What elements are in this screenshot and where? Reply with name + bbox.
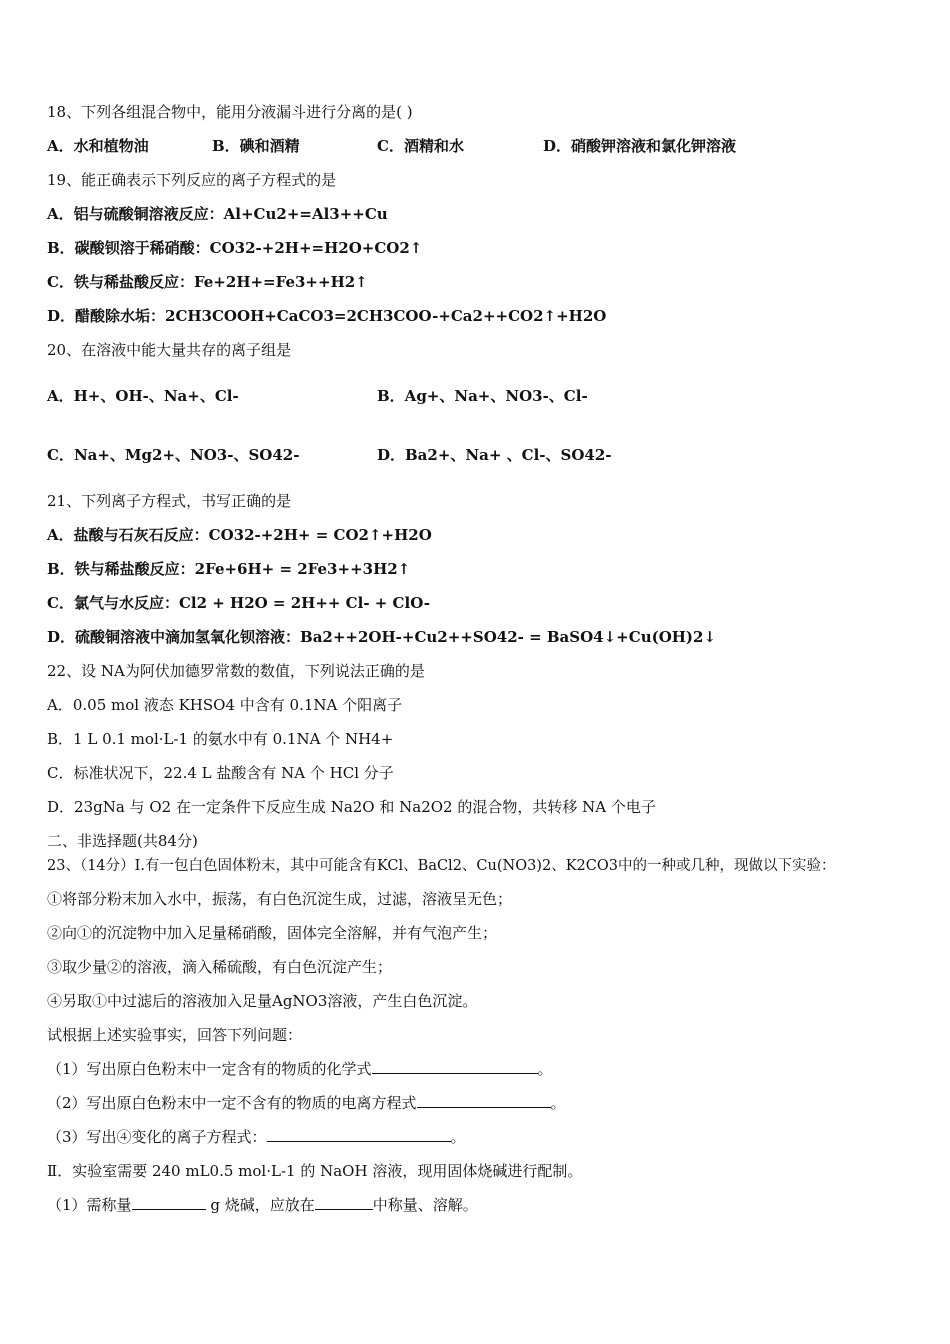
- q23-part-ii-1: [47, 1194, 930, 1216]
- q18-option-b: B．碘和酒精: [212, 137, 300, 155]
- q18-option-d: D．硝酸钾溶液和氯化钾溶液: [543, 137, 737, 155]
- q23-step-1-text: ①将部分粉末加入水中，振荡，有白色沉淀生成，过滤，溶液呈无色；: [47, 890, 513, 908]
- section-heading: [47, 830, 930, 852]
- q20-options-row1: [47, 385, 930, 407]
- answer-blank-4[interactable]: [132, 1195, 206, 1210]
- q23-instruction: [47, 1024, 930, 1046]
- q20-stem-text: 20、在溶液中能大量共存的离子组是: [47, 341, 292, 359]
- q20-option-d: D．Ba2+、Na+ 、Cl-、SO42-: [377, 446, 612, 464]
- q23-part-ii-1-text-c: 中称量、溶解。: [372, 1196, 478, 1214]
- q19-stem-text: 19、能正确表示下列反应的离子方程式的是: [47, 171, 337, 189]
- q22-option-b: [47, 728, 930, 750]
- q19-option-a: [47, 203, 930, 225]
- q21-stem: [47, 490, 930, 512]
- answer-blank-1[interactable]: [372, 1059, 538, 1074]
- q23-part-2-text: （2）写出原白色粉末中一定不含有的物质的电离方程式: [47, 1094, 417, 1112]
- section-heading-text: 二、非选择题(共84分): [47, 832, 198, 850]
- q23-stem: [47, 855, 930, 877]
- q21-option-a-text: A．盐酸与石灰石反应：CO32-+2H+ = CO2↑+H2O: [47, 526, 432, 544]
- q19-option-c-text: C．铁与稀盐酸反应：Fe+2H+=Fe3++H2↑: [47, 273, 368, 291]
- q22-stem-text: 22、设 NA为阿伏加德罗常数的数值，下列说法正确的是: [47, 662, 425, 680]
- q23-instruction-text: 试根据上述实验事实，回答下列问题：: [47, 1026, 303, 1044]
- q23-part-1-text: （1）写出原白色粉末中一定含有的物质的化学式: [47, 1060, 372, 1078]
- answer-blank-3[interactable]: [267, 1127, 451, 1142]
- q23-step-1: [47, 888, 930, 910]
- q22-option-a: [47, 694, 930, 716]
- q19-option-b-text: B．碳酸钡溶于稀硝酸：CO32-+2H+=H2O+CO2↑: [47, 239, 423, 257]
- q21-option-d: [47, 626, 930, 648]
- q18-option-a: A．水和植物油: [47, 137, 149, 155]
- q23-part-3-end: 。: [450, 1128, 466, 1146]
- q20-option-c: C．Na+、Mg2+、NO3-、SO42-: [47, 446, 300, 464]
- q18-stem-text: 18、下列各组混合物中，能用分液漏斗进行分离的是( ): [47, 103, 413, 121]
- q23-part-1-end: 。: [537, 1060, 553, 1078]
- q23-part-ii-1-text-b: g 烧碱，应放在: [210, 1196, 315, 1214]
- q21-option-c: [47, 592, 930, 614]
- q22-option-d: [47, 796, 930, 818]
- q23-part-ii-text: Ⅱ．实验室需要 240 mL0.5 mol·L-1 的 NaOH 溶液，现用固体烧碱进行配制。: [47, 1162, 583, 1180]
- q23-part-ii: [47, 1160, 930, 1182]
- q22-option-c-text: C．标准状况下，22.4 L 盐酸含有 NA 个 HCl 分子: [47, 764, 394, 782]
- q21-option-a: [47, 524, 930, 546]
- q18-option-c: C．酒精和水: [377, 137, 464, 155]
- q23-step-3-text: ③取少量②的溶液，滴入稀硫酸，有白色沉淀产生；: [47, 958, 393, 976]
- q21-option-c-text: C．氯气与水反应：Cl2 + H2O = 2H++ Cl- + ClO-: [47, 594, 431, 612]
- q21-stem-text: 21、下列离子方程式，书写正确的是: [47, 492, 292, 510]
- answer-blank-5[interactable]: [315, 1195, 373, 1210]
- q23-step-3: [47, 956, 930, 978]
- q21-option-b-text: B．铁与稀盐酸反应：2Fe+6H+ = 2Fe3++3H2↑: [47, 560, 411, 578]
- q23-step-4-text: ④另取①中过滤后的溶液加入足量AgNO3溶液，产生白色沉淀。: [47, 992, 478, 1010]
- q19-stem: [47, 169, 930, 191]
- q22-option-c: [47, 762, 930, 784]
- q23-part-1: [47, 1058, 930, 1080]
- q19-option-b: [47, 237, 930, 259]
- answer-blank-2[interactable]: [417, 1093, 551, 1108]
- q21-option-d-text: D．硫酸铜溶液中滴加氢氧化钡溶液：Ba2++2OH-+Cu2++SO42- = BaSO4↓+Cu(OH)2↓: [47, 628, 717, 646]
- q20-option-b: B．Ag+、Na+、NO3-、Cl-: [377, 387, 588, 405]
- q19-option-a-text: A．铝与硫酸铜溶液反应：Al+Cu2+=Al3++Cu: [47, 205, 388, 223]
- q23-part-3: [47, 1126, 930, 1148]
- q23-part-3-text: （3）写出④变化的离子方程式：: [47, 1128, 267, 1146]
- q19-option-d-text: D．醋酸除水垢：2CH3COOH+CaCO3=2CH3COO-+Ca2++CO2↑+H2O: [47, 307, 607, 325]
- q23-part-2: [47, 1092, 930, 1114]
- q22-option-d-text: D．23gNa 与 O2 在一定条件下反应生成 Na2O 和 Na2O2 的混合物，共转移 NA 个电子: [47, 798, 656, 816]
- q20-stem: [47, 339, 930, 361]
- q22-option-a-text: A．0.05 mol 液态 KHSO4 中含有 0.1NA 个阳离子: [47, 696, 403, 714]
- q20-options-row2: [47, 444, 930, 466]
- q18-stem: [47, 101, 930, 123]
- q23-part-2-end: 。: [550, 1094, 566, 1112]
- q18-options: [47, 135, 930, 157]
- q21-option-b: [47, 558, 930, 580]
- q23-step-2: [47, 922, 930, 944]
- q22-option-b-text: B．1 L 0.1 mol·L-1 的氨水中有 0.1NA 个 NH4+: [47, 730, 394, 748]
- q23-step-4: [47, 990, 930, 1012]
- q22-stem: [47, 660, 930, 682]
- q23-stem-text: 23、（14分）Ⅰ.有一包白色固体粉末，其中可能含有KCl、BaCl2、Cu(NO3)2、K2CO3中的一种或几种，现做以下实验：: [47, 858, 836, 874]
- q20-option-a: A．H+、OH-、Na+、Cl-: [47, 387, 239, 405]
- q23-step-2-text: ②向①的沉淀物中加入足量稀硝酸，固体完全溶解，并有气泡产生；: [47, 924, 498, 942]
- q19-option-d: [47, 305, 930, 327]
- q23-part-ii-1-text-a: （1）需称量: [47, 1196, 132, 1214]
- q19-option-c: [47, 271, 930, 293]
